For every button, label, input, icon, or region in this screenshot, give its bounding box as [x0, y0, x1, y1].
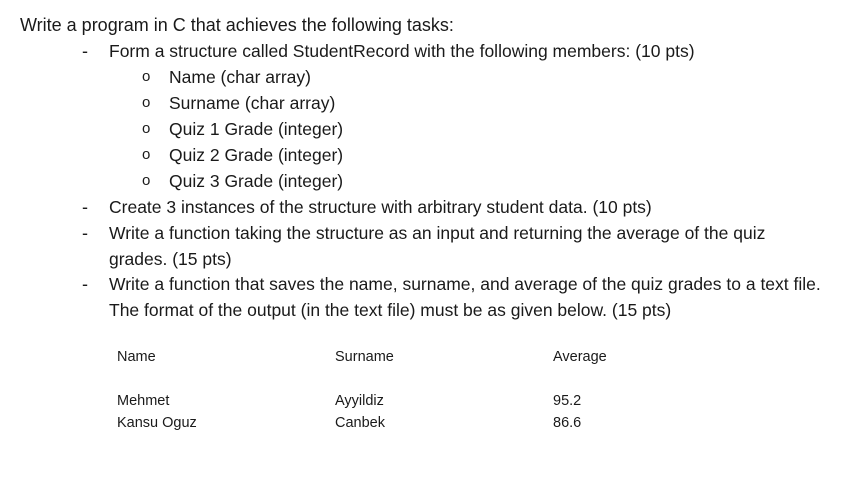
bullet-instances: Create 3 instances of the structure with arbitrary student data. (10 pts): [109, 197, 652, 217]
sub-bullet-marker: o: [142, 94, 151, 111]
table-cell-surname: Canbek: [335, 415, 385, 431]
table-cell-name: Mehmet: [117, 393, 170, 409]
sub-item-surname: Surname (char array): [169, 93, 336, 113]
sub-bullet-marker: o: [142, 146, 151, 163]
table-header-name: Name: [117, 349, 156, 365]
sub-item-quiz3: Quiz 3 Grade (integer): [169, 171, 344, 191]
table-header-surname: Surname: [335, 349, 394, 365]
sub-item-quiz1: Quiz 1 Grade (integer): [169, 119, 344, 139]
sub-item-quiz2: Quiz 2 Grade (integer): [169, 145, 344, 165]
bullet-structure: Form a structure called StudentRecord with the following members: (10 pts): [109, 41, 695, 61]
bullet-average-function: Write a function taking the structure as an input and returning the average of the quiz grades. (15 pts): [109, 223, 766, 269]
bullet-dash: -: [82, 197, 88, 217]
intro-text: Write a program in C that achieves the following tasks:: [20, 15, 454, 35]
sub-bullet-marker: o: [142, 120, 151, 137]
sub-bullet-marker: o: [142, 68, 151, 85]
bullet-dash: -: [82, 223, 88, 243]
sub-bullet-marker: o: [142, 172, 151, 189]
bullet-dash: -: [82, 274, 88, 294]
table-cell-surname: Ayyildiz: [335, 393, 384, 409]
table-header-average: Average: [553, 349, 607, 365]
bullet-save-function: Write a function that saves the name, surname, and average of the quiz grades to a text file. The format of the output (in the text file) must be as given below. (15 pts): [109, 274, 821, 320]
table-cell-average: 95.2: [553, 393, 582, 409]
bullet-dash: -: [82, 41, 88, 61]
table-cell-average: 86.6: [553, 415, 582, 431]
table-cell-name: Kansu Oguz: [117, 415, 197, 431]
sub-item-name: Name (char array): [169, 67, 311, 87]
